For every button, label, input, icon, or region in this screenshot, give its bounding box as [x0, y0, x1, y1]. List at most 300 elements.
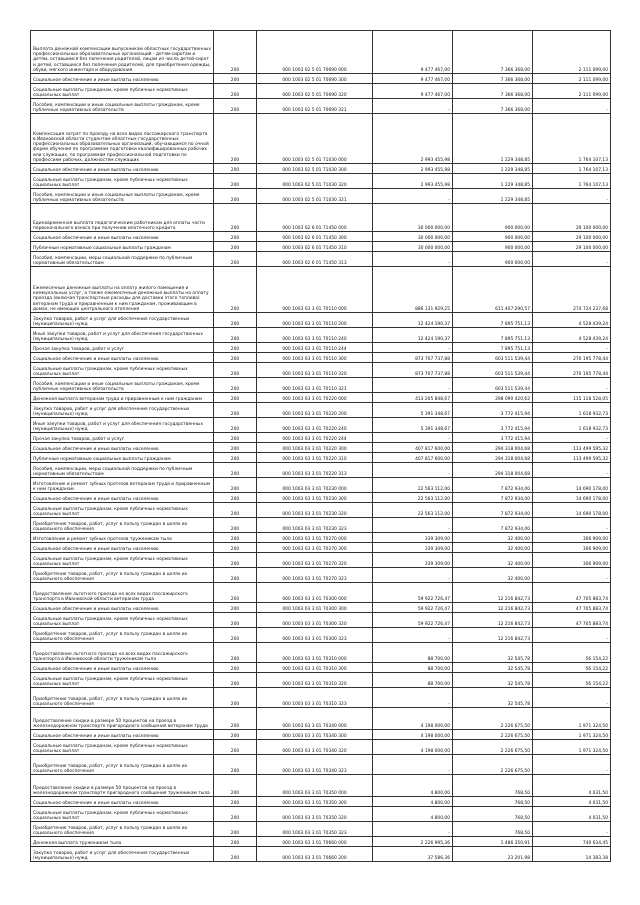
row-classification-code: 000 1003 03 3 01 70340 320 [257, 740, 373, 755]
row-executed-amount: 7 366 368,00 [453, 99, 533, 114]
row-unexecuted-amount: 1 971 324,50 [533, 708, 611, 730]
row-approved-amount: 2 993 455,98 [373, 164, 453, 174]
row-approved-amount: - [373, 628, 453, 643]
row-description: Социальное обеспечение и иные выплаты населению [31, 443, 214, 453]
row-unexecuted-amount: 56 154,22 [533, 663, 611, 673]
table-row [31, 663, 611, 673]
row-classification-code: 000 1003 03 3 01 70270 320 [257, 553, 373, 568]
table-row [31, 378, 611, 393]
row-unexecuted-amount: 4 031,50 [533, 775, 611, 797]
row-unexecuted-amount: 1 764 107,13 [533, 164, 611, 174]
row-description: Иные закупки товаров, работ и услуг для обеспечения государственных (муниципальных) нужд [31, 328, 214, 343]
row-executed-amount: 12 216 842,73 [453, 628, 533, 643]
row-executed-amount: 294 318 004,68 [453, 443, 533, 453]
row-executed-amount: 603 511 539,44 [453, 363, 533, 378]
row-line-code: 200 [214, 673, 257, 688]
row-approved-amount: 413 205 848,67 [373, 393, 453, 403]
row-approved-amount: 2 993 455,98 [373, 174, 453, 189]
row-unexecuted-amount: 1 618 932,73 [533, 403, 611, 418]
row-classification-code: 000 1003 03 3 01 70300 320 [257, 613, 373, 628]
row-line-code: 200 [214, 613, 257, 628]
row-description: Предоставление скидки в размере 50 процентов на проезд в железнодорожном транспорте пригородного сообщения труженикам тыла [31, 775, 214, 797]
row-executed-amount: 298 090 420,62 [453, 393, 533, 403]
row-description: Предоставление льготного проезда на всех видах пассажирского транспорта в Ивановской области ветеранам труда [31, 583, 214, 603]
row-line-code: 200 [214, 204, 257, 232]
row-description: Закупка товаров, работ и услуг для обеспечения государственных (муниципальных) нужд [31, 847, 214, 862]
row-description: Иные закупки товаров, работ и услуг для обеспечения государственных (муниципальных) нужд [31, 418, 214, 433]
row-classification-code: 000 1003 03 3 01 70300 323 [257, 628, 373, 643]
row-line-code: 200 [214, 708, 257, 730]
row-executed-amount: 23 201,98 [453, 847, 533, 862]
table-row [31, 628, 611, 643]
row-approved-amount: 4 198 000,00 [373, 708, 453, 730]
row-approved-amount: 12 424 190,37 [373, 313, 453, 328]
row-unexecuted-amount: 47 705 883,74 [533, 583, 611, 603]
row-unexecuted-amount: 56 154,22 [533, 673, 611, 688]
row-description: Социальные выплаты гражданам, кроме публичных нормативных социальных выплат [31, 553, 214, 568]
row-classification-code: 000 1003 03 3 01 70230 000 [257, 478, 373, 493]
row-description: Социальное обеспечение и иные выплаты населению [31, 232, 214, 242]
table-row [31, 232, 611, 242]
row-description: Предоставление скидки в размере 50 процентов на проезд в железнодорожном транспорте пригородного сообщения ветеранам труда [31, 708, 214, 730]
row-description: Изготовление и ремонт зубных протезов труженикам тыла [31, 533, 214, 543]
row-executed-amount: 900 000,00 [453, 252, 533, 267]
row-executed-amount: 12 216 842,73 [453, 613, 533, 628]
row-executed-amount: 3 772 415,94 [453, 418, 533, 433]
row-classification-code: 000 1003 03 3 01 70110 000 [257, 267, 373, 313]
row-line-code: 200 [214, 628, 257, 643]
table-row [31, 353, 611, 363]
row-description: Денежная выплата труженикам тыла [31, 837, 214, 847]
row-approved-amount: - [373, 433, 453, 443]
row-unexecuted-amount: 1 618 932,73 [533, 418, 611, 433]
row-classification-code: 000 1003 03 3 01 70220 200 [257, 403, 373, 418]
row-description: Прочая закупка товаров, работ и услуг [31, 433, 214, 443]
row-line-code: 200 [214, 363, 257, 378]
row-classification-code: 000 1003 03 3 01 70110 244 [257, 343, 373, 353]
row-unexecuted-amount: - [533, 518, 611, 533]
table-row [31, 533, 611, 543]
table-row [31, 328, 611, 343]
row-unexecuted-amount: 1 971 324,50 [533, 740, 611, 755]
table-row [31, 114, 611, 164]
row-description: Социальное обеспечение и иные выплаты населению [31, 74, 214, 84]
row-line-code: 200 [214, 242, 257, 252]
row-classification-code: 000 1003 03 3 01 70110 200 [257, 313, 373, 328]
row-classification-code: 000 1003 02 6 01 71450 000 [257, 204, 373, 232]
row-executed-amount: 294 318 004,68 [453, 453, 533, 463]
row-line-code: 200 [214, 643, 257, 663]
row-classification-code: 000 1003 03 3 01 70110 240 [257, 328, 373, 343]
table-row [31, 418, 611, 433]
row-executed-amount: 2 226 675,50 [453, 730, 533, 740]
row-approved-amount: 4 198 000,00 [373, 730, 453, 740]
row-line-code: 200 [214, 328, 257, 343]
row-line-code: 200 [214, 463, 257, 478]
row-approved-amount: 886 131 929,25 [373, 267, 453, 313]
row-classification-code: 000 1003 03 3 01 70300 300 [257, 603, 373, 613]
row-approved-amount: 9 477 467,00 [373, 31, 453, 74]
row-description: Социальное обеспечение и иные выплаты населению [31, 543, 214, 553]
row-executed-amount: 7 872 934,00 [453, 518, 533, 533]
row-executed-amount: 1 229 348,85 [453, 189, 533, 204]
row-executed-amount: 12 216 842,73 [453, 583, 533, 603]
row-classification-code: 000 1003 03 3 01 70350 300 [257, 797, 373, 807]
row-approved-amount: 30 000 000,00 [373, 232, 453, 242]
row-line-code: 200 [214, 543, 257, 553]
table-row [31, 99, 611, 114]
row-approved-amount: - [373, 463, 453, 478]
row-line-code: 200 [214, 114, 257, 164]
row-unexecuted-amount: 270 195 778,44 [533, 353, 611, 363]
row-description: Социальные выплаты гражданам, кроме публичных нормативных социальных выплат [31, 84, 214, 99]
budget-table [30, 30, 611, 862]
row-approved-amount: - [373, 518, 453, 533]
row-description: Социальные выплаты гражданам, кроме публичных нормативных социальных выплат [31, 807, 214, 822]
row-description: Социальные выплаты гражданам, кроме публичных нормативных социальных выплат [31, 740, 214, 755]
table-row [31, 688, 611, 708]
row-classification-code: 000 1003 03 3 01 70340 300 [257, 730, 373, 740]
row-executed-amount: 32 400,00 [453, 553, 533, 568]
table-row [31, 543, 611, 553]
row-approved-amount: - [373, 755, 453, 775]
table-row [31, 84, 611, 99]
table-row [31, 252, 611, 267]
row-executed-amount: 603 511 539,44 [453, 353, 533, 363]
row-classification-code: 000 1003 03 3 01 70270 000 [257, 533, 373, 543]
table-row [31, 797, 611, 807]
row-executed-amount: 900 000,00 [453, 232, 533, 242]
table-row [31, 847, 611, 862]
row-approved-amount: 4 800,00 [373, 775, 453, 797]
row-executed-amount: 768,50 [453, 797, 533, 807]
row-unexecuted-amount: 306 909,00 [533, 553, 611, 568]
row-classification-code: 000 1003 03 3 01 70310 323 [257, 688, 373, 708]
row-description: Пособия, компенсации и иные социальные выплаты гражданам, кроме публичных нормативных обязательств [31, 99, 214, 114]
row-unexecuted-amount: - [533, 252, 611, 267]
row-description: Приобретение товаров, работ, услуг в пользу граждан в целях их социального обеспечения [31, 568, 214, 583]
row-executed-amount: 7 895 751,13 [453, 313, 533, 328]
row-line-code: 200 [214, 418, 257, 433]
table-row [31, 313, 611, 328]
row-approved-amount: - [373, 822, 453, 837]
row-classification-code: 000 1003 03 3 01 70350 000 [257, 775, 373, 797]
row-line-code: 200 [214, 433, 257, 443]
row-executed-amount: 900 000,00 [453, 242, 533, 252]
row-unexecuted-amount: 113 499 595,32 [533, 453, 611, 463]
row-description: Социальное обеспечение и иные выплаты населению [31, 730, 214, 740]
row-line-code: 200 [214, 740, 257, 755]
row-executed-amount: 2 226 675,50 [453, 708, 533, 730]
row-executed-amount: 603 511 539,44 [453, 378, 533, 393]
row-approved-amount: 407 817 600,00 [373, 453, 453, 463]
row-executed-amount: 768,50 [453, 807, 533, 822]
row-executed-amount: 7 872 934,00 [453, 493, 533, 503]
row-executed-amount: 611 407 290,57 [453, 267, 533, 313]
row-line-code: 200 [214, 378, 257, 393]
table-row [31, 518, 611, 533]
row-classification-code: 000 1003 02 5 01 71030 000 [257, 114, 373, 164]
row-classification-code: 000 1003 02 5 01 70690 321 [257, 99, 373, 114]
table-row [31, 603, 611, 613]
row-description: Пособия, компенсации и иные социальные выплаты гражданам, кроме публичных нормативных обязательств [31, 378, 214, 393]
table-row [31, 478, 611, 493]
row-line-code: 200 [214, 189, 257, 204]
table-row [31, 453, 611, 463]
row-line-code: 200 [214, 518, 257, 533]
row-executed-amount: 32 400,00 [453, 533, 533, 543]
row-description: Социальные выплаты гражданам, кроме публичных нормативных социальных выплат [31, 174, 214, 189]
row-unexecuted-amount: - [533, 688, 611, 708]
row-unexecuted-amount: 4 031,50 [533, 807, 611, 822]
row-classification-code: 000 1003 03 3 01 70300 000 [257, 583, 373, 603]
row-unexecuted-amount: 14 690 178,00 [533, 493, 611, 503]
row-classification-code: 000 1003 03 3 01 70660 200 [257, 847, 373, 862]
row-classification-code: 000 1003 03 3 01 70310 000 [257, 643, 373, 663]
row-approved-amount: 339 309,00 [373, 543, 453, 553]
row-description: Закупка товаров, работ и услуг для обеспечения государственных (муниципальных) нужд [31, 313, 214, 328]
row-classification-code: 000 1003 03 3 01 70110 321 [257, 378, 373, 393]
row-unexecuted-amount: - [533, 378, 611, 393]
row-unexecuted-amount: - [533, 463, 611, 478]
row-approved-amount: 22 563 112,00 [373, 493, 453, 503]
row-classification-code: 000 1003 03 3 01 70340 323 [257, 755, 373, 775]
row-approved-amount: - [373, 343, 453, 353]
row-unexecuted-amount: 1 764 107,13 [533, 114, 611, 164]
row-unexecuted-amount: - [533, 568, 611, 583]
row-classification-code: 000 1003 03 3 01 70230 300 [257, 493, 373, 503]
row-line-code: 200 [214, 99, 257, 114]
row-executed-amount: 32 545,78 [453, 643, 533, 663]
row-classification-code: 000 1003 03 3 01 70660 000 [257, 837, 373, 847]
row-classification-code: 000 1003 02 5 01 70690 300 [257, 74, 373, 84]
row-line-code: 200 [214, 252, 257, 267]
row-approved-amount: 4 800,00 [373, 797, 453, 807]
row-executed-amount: 32 545,78 [453, 663, 533, 673]
table-row [31, 807, 611, 822]
row-description: Единовременная выплата педагогическим работникам для оплаты части первоначального взноса при получении ипотечного кредита [31, 204, 214, 232]
table-row [31, 443, 611, 453]
table-row [31, 267, 611, 313]
budget-table-sheet [30, 30, 610, 862]
row-line-code: 200 [214, 84, 257, 99]
table-row [31, 343, 611, 353]
table-row [31, 31, 611, 74]
row-classification-code: 000 1003 03 3 01 70110 300 [257, 353, 373, 363]
row-approved-amount: 9 477 467,00 [373, 84, 453, 99]
row-unexecuted-amount: 306 909,00 [533, 543, 611, 553]
table-row [31, 643, 611, 663]
row-executed-amount: 7 366 368,00 [453, 31, 533, 74]
row-executed-amount: 1 486 350,91 [453, 837, 533, 847]
row-line-code: 200 [214, 568, 257, 583]
row-executed-amount: 294 318 004,68 [453, 463, 533, 478]
row-executed-amount: 2 226 675,50 [453, 740, 533, 755]
row-line-code: 200 [214, 453, 257, 463]
row-executed-amount: 3 772 415,94 [453, 403, 533, 418]
row-executed-amount: 32 400,00 [453, 543, 533, 553]
row-line-code: 200 [214, 478, 257, 493]
row-line-code: 200 [214, 730, 257, 740]
table-row [31, 363, 611, 378]
row-line-code: 200 [214, 493, 257, 503]
row-classification-code: 000 1003 03 3 01 70220 244 [257, 433, 373, 443]
row-line-code: 200 [214, 797, 257, 807]
table-row [31, 242, 611, 252]
row-unexecuted-amount: 29 100 000,00 [533, 242, 611, 252]
row-executed-amount: 1 229 348,85 [453, 114, 533, 164]
row-description: Социальное обеспечение и иные выплаты населению [31, 164, 214, 174]
row-line-code: 200 [214, 583, 257, 603]
row-executed-amount: 900 000,00 [453, 204, 533, 232]
table-row [31, 730, 611, 740]
row-classification-code: 000 1003 03 3 01 70350 323 [257, 822, 373, 837]
row-classification-code: 000 1003 03 3 01 70110 320 [257, 363, 373, 378]
row-approved-amount: 9 477 467,00 [373, 74, 453, 84]
row-unexecuted-amount: - [533, 755, 611, 775]
row-unexecuted-amount: - [533, 189, 611, 204]
row-approved-amount: - [373, 568, 453, 583]
row-unexecuted-amount: 4 528 439,24 [533, 313, 611, 328]
row-unexecuted-amount: 2 111 099,00 [533, 74, 611, 84]
row-description: Приобретение товаров, работ, услуг в пользу граждан в целях их социального обеспечения [31, 518, 214, 533]
row-description: Ежемесячные денежные выплаты на оплату жилого помещения и коммунальных услуг, а также ежемесячные денежные выплаты на оплату проезда (включая транспортные расходы для доставки этого топлива) ветеранам труда и приравненным к ним гражданам, проживающим в домах, не имеющих центрального отопления [31, 267, 214, 313]
row-description: Закупка товаров, работ и услуг для обеспечения государственных (муниципальных) нужд [31, 403, 214, 418]
row-executed-amount: 7 872 934,00 [453, 478, 533, 493]
row-unexecuted-amount: 274 724 237,68 [533, 267, 611, 313]
row-description: Предоставление льготного проезда на всех видах пассажирского транспорта в Ивановской области труженикам тыла [31, 643, 214, 663]
row-approved-amount: 873 707 737,88 [373, 363, 453, 378]
row-line-code: 200 [214, 837, 257, 847]
row-unexecuted-amount: 47 705 883,74 [533, 613, 611, 628]
row-classification-code: 000 1003 02 6 01 71450 310 [257, 242, 373, 252]
row-unexecuted-amount: 29 100 000,00 [533, 232, 611, 242]
row-line-code: 200 [214, 533, 257, 543]
row-classification-code: 000 1003 02 5 01 70690 000 [257, 31, 373, 74]
row-approved-amount: 88 700,00 [373, 663, 453, 673]
row-classification-code: 000 1003 03 3 01 70220 000 [257, 393, 373, 403]
row-executed-amount: 1 229 348,85 [453, 174, 533, 189]
row-description: Приобретение товаров, работ, услуг в пользу граждан в целях их социального обеспечения [31, 755, 214, 775]
row-approved-amount: 37 586,36 [373, 847, 453, 862]
row-executed-amount: 7 872 934,00 [453, 503, 533, 518]
row-approved-amount: 407 817 600,00 [373, 443, 453, 453]
row-line-code: 200 [214, 755, 257, 775]
row-line-code: 200 [214, 503, 257, 518]
row-description: Социальное обеспечение и иные выплаты населению [31, 353, 214, 363]
row-approved-amount: 2 226 995,36 [373, 837, 453, 847]
table-row [31, 673, 611, 688]
row-description: Социальные выплаты гражданам, кроме публичных нормативных социальных выплат [31, 503, 214, 518]
row-unexecuted-amount: 2 111 099,00 [533, 84, 611, 99]
row-executed-amount: 32 545,78 [453, 673, 533, 688]
row-classification-code: 000 1003 03 3 01 70220 310 [257, 453, 373, 463]
row-approved-amount: 88 700,00 [373, 643, 453, 663]
row-executed-amount: 7 895 751,13 [453, 328, 533, 343]
row-line-code: 200 [214, 313, 257, 328]
row-unexecuted-amount: 1 764 107,13 [533, 174, 611, 189]
table-row [31, 503, 611, 518]
table-row [31, 568, 611, 583]
table-row [31, 204, 611, 232]
row-approved-amount: 30 000 000,00 [373, 204, 453, 232]
row-description: Компенсация затрат по проезду на всех видах пассажирского транспорта в Ивановской области студентам областных государственных профессиональных образовательных организаций, обучающимся по очной форме обучения по программам подготовки квалифицированных рабочих или служащих, по программам профессиональной подготовки по профессиям рабочих, должностям служащих [31, 114, 214, 164]
row-line-code: 200 [214, 174, 257, 189]
row-unexecuted-amount: 270 195 778,44 [533, 363, 611, 378]
row-description: Приобретение товаров, работ, услуг в пользу граждан в целях их социального обеспечения [31, 628, 214, 643]
row-description: Прочая закупка товаров, работ и услуг [31, 343, 214, 353]
row-description: Денежная выплата ветеранам труда и приравненным к ним гражданам [31, 393, 214, 403]
row-line-code: 200 [214, 232, 257, 242]
row-approved-amount: 59 922 726,47 [373, 603, 453, 613]
row-approved-amount: 4 198 000,00 [373, 740, 453, 755]
row-line-code: 200 [214, 688, 257, 708]
row-description: Публичные нормативные социальные выплаты гражданам [31, 453, 214, 463]
row-unexecuted-amount: 56 154,22 [533, 643, 611, 663]
row-classification-code: 000 1003 03 3 01 70220 300 [257, 443, 373, 453]
row-classification-code: 000 1003 03 3 01 70350 320 [257, 807, 373, 822]
row-description: Выплата денежной компенсации выпускникам областных государственных профессиональных образовательных организаций - детям-сиротам и детям, оставшимся без попечения родителей, лицам из числа детей-сирот и детей, оставшихся без попечения родителей, для приобретения одежды, обуви, мягкого инвентаря и оборудования [31, 31, 214, 74]
row-classification-code: 000 1003 03 3 01 70310 320 [257, 673, 373, 688]
table-row [31, 740, 611, 755]
row-line-code: 200 [214, 807, 257, 822]
row-description: Социальное обеспечение и иные выплаты населению [31, 493, 214, 503]
row-approved-amount: - [373, 99, 453, 114]
row-unexecuted-amount: 1 971 324,50 [533, 730, 611, 740]
row-description: Публичные нормативные социальные выплаты гражданам [31, 242, 214, 252]
row-description: Приобретение товаров, работ, услуг в пользу граждан в целях их социального обеспечения [31, 688, 214, 708]
table-row [31, 493, 611, 503]
row-line-code: 200 [214, 663, 257, 673]
table-row [31, 775, 611, 797]
row-unexecuted-amount: - [533, 99, 611, 114]
table-row [31, 708, 611, 730]
row-description: Изготовление и ремонт зубных протезов ветеранам труда и приравненным к ним гражданам [31, 478, 214, 493]
row-classification-code: 000 1003 02 6 01 71450 300 [257, 232, 373, 242]
row-executed-amount: 12 216 842,73 [453, 603, 533, 613]
row-classification-code: 000 1003 03 3 01 70230 323 [257, 518, 373, 533]
row-description: Социальное обеспечение и иные выплаты населению [31, 663, 214, 673]
row-executed-amount: 768,50 [453, 775, 533, 797]
table-row [31, 822, 611, 837]
row-executed-amount: 32 400,00 [453, 568, 533, 583]
row-classification-code: 000 1003 03 3 01 70310 300 [257, 663, 373, 673]
row-classification-code: 000 1003 03 3 01 70340 000 [257, 708, 373, 730]
row-classification-code: 000 1003 03 3 01 70230 320 [257, 503, 373, 518]
table-row [31, 164, 611, 174]
row-classification-code: 000 1003 02 5 01 70690 320 [257, 84, 373, 99]
row-executed-amount: 7 895 751,13 [453, 343, 533, 353]
table-row [31, 837, 611, 847]
row-approved-amount: 4 800,00 [373, 807, 453, 822]
row-unexecuted-amount: 113 499 595,32 [533, 443, 611, 453]
row-description: Пособия, компенсации и иные социальные выплаты гражданам, кроме публичных нормативных обязательств [31, 189, 214, 204]
row-unexecuted-amount: 2 111 099,00 [533, 31, 611, 74]
row-unexecuted-amount: 47 705 883,74 [533, 603, 611, 613]
row-classification-code: 000 1003 02 6 01 71450 313 [257, 252, 373, 267]
row-executed-amount: 2 226 675,50 [453, 755, 533, 775]
row-approved-amount: 339 309,00 [373, 553, 453, 568]
row-line-code: 200 [214, 553, 257, 568]
table-row [31, 613, 611, 628]
row-unexecuted-amount: 4 528 439,24 [533, 328, 611, 343]
row-line-code: 200 [214, 343, 257, 353]
row-unexecuted-amount: 4 031,50 [533, 797, 611, 807]
row-unexecuted-amount: - [533, 343, 611, 353]
table-row [31, 463, 611, 478]
row-approved-amount: 339 309,00 [373, 533, 453, 543]
table-row [31, 189, 611, 204]
